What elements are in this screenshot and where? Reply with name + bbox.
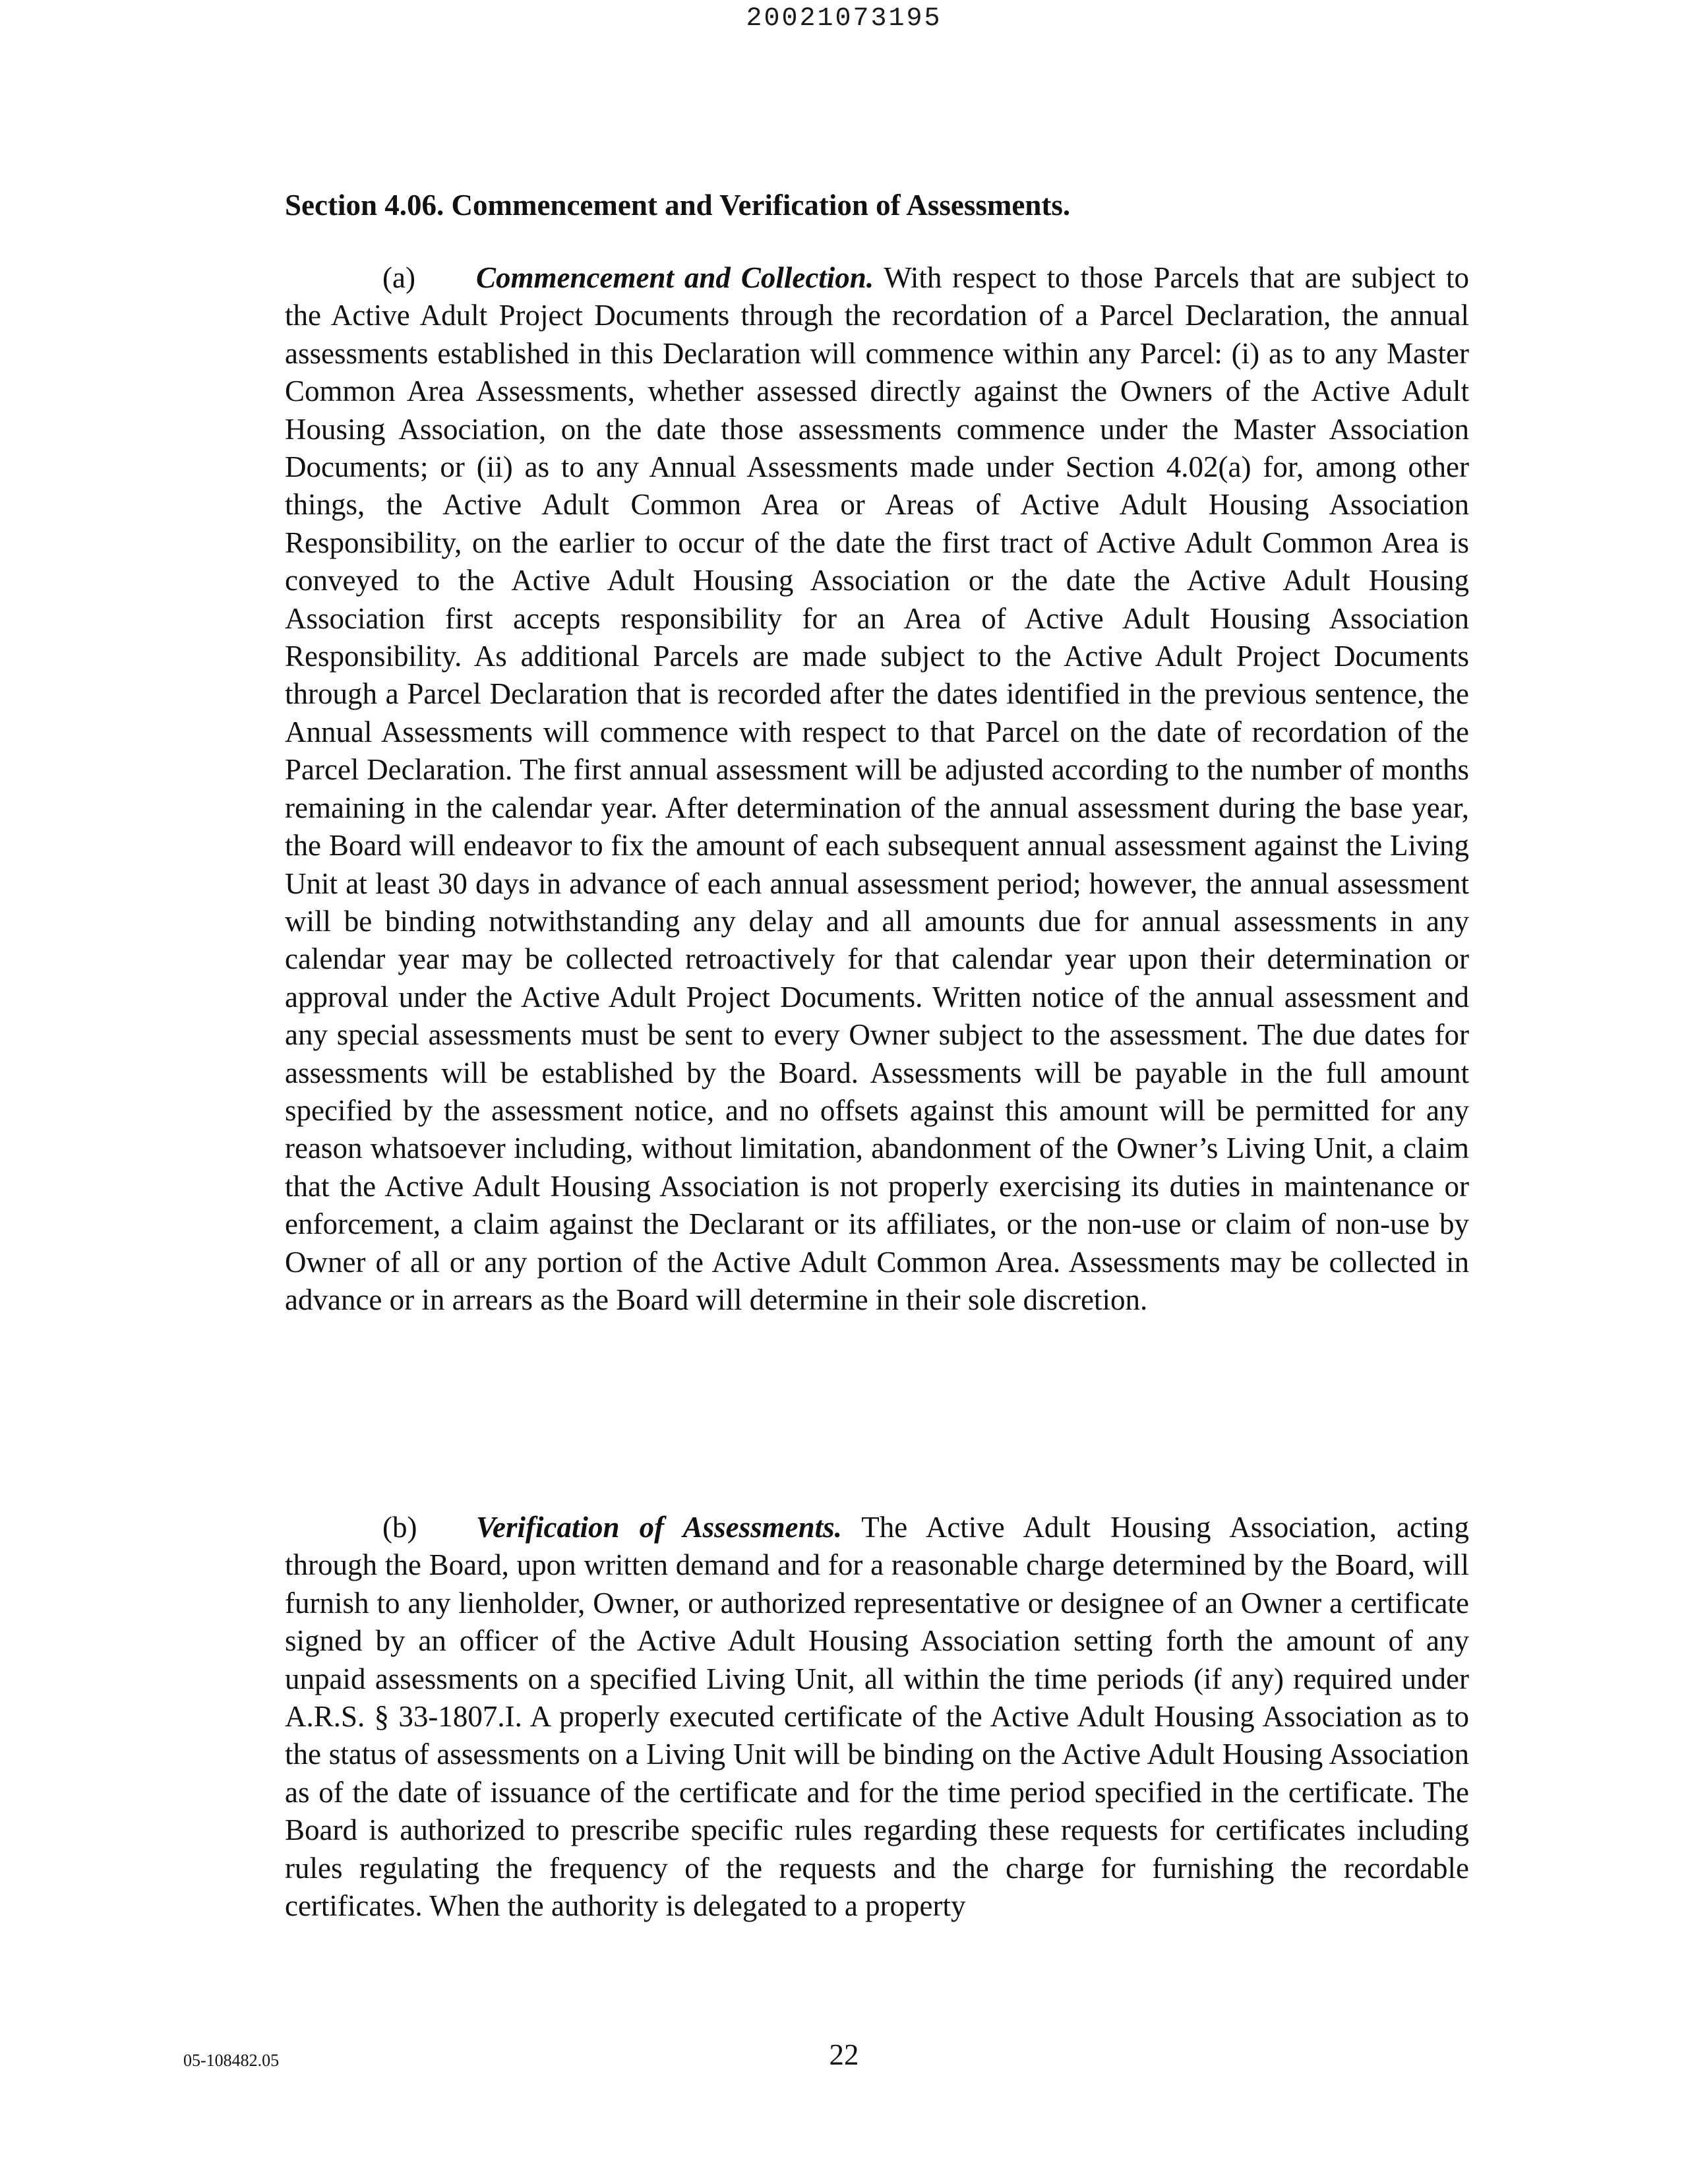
section-heading: Section 4.06. Commencement and Verification of Assessments. — [285, 189, 1071, 222]
paragraph-body: With respect to those Parcels that are subject to the Active Adult Project Documents through the recordation of a Parcel Declaration, the annual assessments established in this Declaration will commence within any Parcel: (i) as to any Master Common Area Assessments, whether assessed directly against the Owners of the Active Adult Housing Association, on the date those assessments commence under the Master Association Documents; or (ii) as to any Annual Assessments made under Section 4.02(a) for, among other things, the Active Adult Common Area or Areas of Active Adult Housing Association Responsibility, on the earlier to occur of the date the first tract of Active Adult Common Area is conveyed to the Active Adult Housing Association or the date the Active Adult Housing Association first accepts responsibility for an Area of Active Adult Housing Association Responsibility. As additional Parcels are made subject to the Active Adult Project Documents through a Parcel Declaration that is recorded after the dates identified in the previous sentence, the Annual Assessments will commence with respect to that Parcel on the date of recordation of the Parcel Declaration. The first annual assessment will be adjusted according to the number of months remaining in the calendar year. After determination of the annual assessment during the base year, the Board will endeavor to fix the amount of each subsequent annual assessment against the Living Unit at least 30 days in advance of each annual assessment period; however, the annual assessment will be binding notwithstanding any delay and all amounts due for annual assessments in any calendar year may be collected retroactively for that calendar year upon their determination or approval under the Active Adult Project Documents. Written notice of the annual assessment and any special assessments must be sent to every Owner subject to the assessment. The due dates for assessments will be established by the Board. Assessments will be payable in the full amount specified by the assessment notice, and no offsets against this amount will be permitted for any reason whatsoever including, without limitation, abandonment of the Owner’s Living Unit, a claim that the Active Adult Housing Association is not properly exercising its duties in maintenance or enforcement, a claim against the Declarant or its affiliates, or the non-use or claim of non-use by Owner of all or any portion of the Active Adult Common Area. Assessments may be collected in advance or in arrears as the Board will determine in their sole discretion. — [285, 261, 1469, 1316]
page-number: 22 — [829, 2038, 859, 2071]
paragraph-body: The Active Adult Housing Association, acting through the Board, upon written demand and for a reasonable charge determined by the Board, will furnish to any lienholder, Owner, or authorized representative or designee of an Owner a certificate signed by an officer of the Active Adult Housing Association setting forth the amount of any unpaid assessments on a specified Living Unit, all within the time periods (if any) required under A.R.S. § 33-1807.I. A properly executed certificate of the Active Adult Housing Association as to the status of assessments on a Living Unit will be binding on the Active Adult Housing Association as of the date of issuance of the certificate and for the time period specified in the certificate. The Board is authorized to prescribe specific rules regarding these requests for certificates including rules regulating the frequency of the requests and the charge for furnishing the recordable certificates. When the authority is delegated to a property — [285, 1511, 1470, 1923]
paragraph-verification — [285, 1509, 1469, 1925]
recording-number: 20021073195 — [746, 4, 942, 34]
footer-document-id: 05-108482.05 — [183, 2051, 280, 2070]
paragraph-label: (a) — [382, 261, 415, 294]
paragraph-title: Commencement and Collection. — [476, 261, 874, 294]
paragraph-title: Verification of Assessments. — [476, 1511, 842, 1544]
paragraph-commencement — [285, 259, 1469, 1319]
paragraph-label: (b) — [382, 1511, 417, 1544]
